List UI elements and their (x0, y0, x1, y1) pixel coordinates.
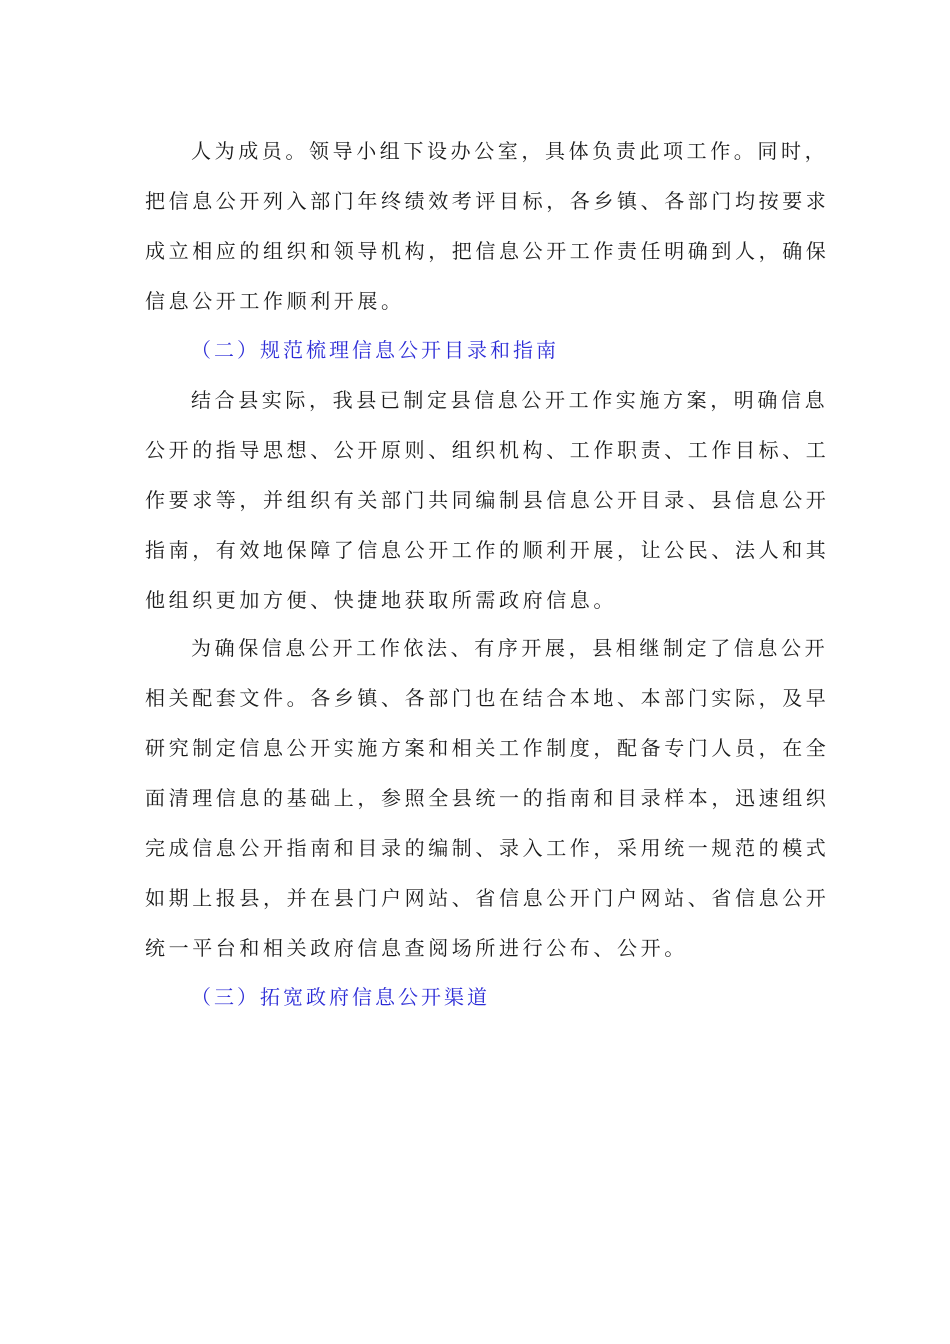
paragraph-line: 如期上报县，并在县门户网站、省信息公开门户网站、省信息公开 (145, 886, 830, 910)
paragraph-line: 结合县实际，我县已制定县信息公开工作实施方案，明确信息 (191, 388, 829, 412)
paragraph-line: 面清理信息的基础上，参照全县统一的指南和目录样本，迅速组织 (145, 786, 830, 810)
paragraph-2 (145, 375, 830, 625)
paragraph-line: 作要求等，并组织有关部门共同编制县信息公开目录、县信息公开 (145, 488, 830, 512)
paragraph-line: 指南，有效地保障了信息公开工作的顺利开展，让公民、法人和其 (145, 538, 830, 562)
section-heading-2: （二）规范梳理信息公开目录和指南 (191, 338, 559, 362)
section-heading-3: （三）拓宽政府信息公开渠道 (191, 985, 490, 1009)
paragraph-line: 为确保信息公开工作依法、有序开展，县相继制定了信息公开 (191, 636, 829, 660)
paragraph-line: 把信息公开列入部门年终绩效考评目标，各乡镇、各部门均按要求 (145, 189, 830, 213)
paragraph-line: 人为成员。领导小组下设办公室，具体负责此项工作。同时， (191, 139, 829, 163)
paragraph-3 (145, 623, 830, 973)
paragraph-line: 完成信息公开指南和目录的编制、录入工作，采用统一规范的模式 (145, 836, 830, 860)
paragraph-line: 公开的指导思想、公开原则、组织机构、工作职责、工作目标、工 (145, 438, 830, 462)
paragraph-1 (145, 126, 830, 326)
paragraph-line: 研究制定信息公开实施方案和相关工作制度，配备专门人员，在全 (145, 736, 830, 760)
paragraph-line: 相关配套文件。各乡镇、各部门也在结合本地、本部门实际，及早 (145, 686, 830, 710)
paragraph-line: 成立相应的组织和领导机构，把信息公开工作责任明确到人，确保 (145, 239, 830, 263)
paragraph-line: 他组织更加方便、快捷地获取所需政府信息。 (145, 588, 617, 612)
paragraph-line: 信息公开工作顺利开展。 (145, 289, 405, 313)
paragraph-line: 统一平台和相关政府信息查阅场所进行公布、公开。 (145, 936, 688, 960)
